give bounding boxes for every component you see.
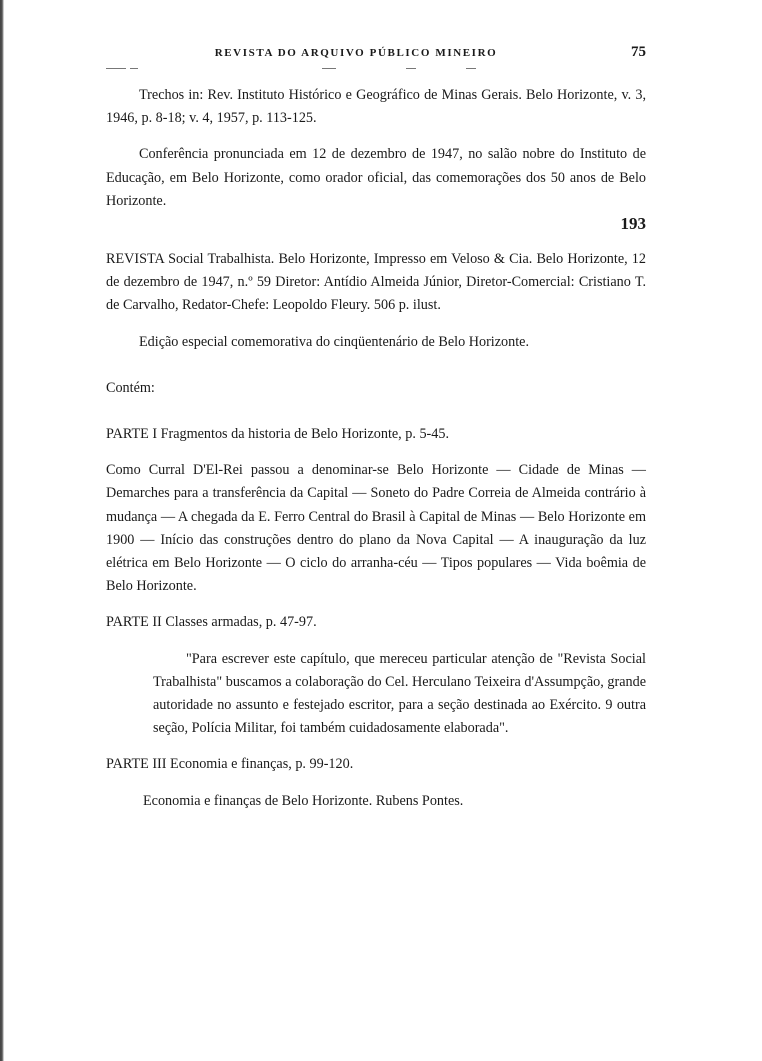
citation-note: Conferência pronunciada em 12 de dezembro de 1947, no salão nobre do Instituto de Educação, em Belo Horizonte, como orador oficial, das comemorações dos 50 anos de Belo Horizonte. bbox=[106, 146, 646, 209]
journal-title: REVISTA DO ARQUIVO PÚBLICO MINEIRO bbox=[214, 47, 498, 59]
part-3-title: PARTE III Economia e finanças, p. 99-120. bbox=[106, 756, 354, 773]
citation-source: Trechos in: Rev. Instituto Histórico e Geográfico de Minas Gerais. Belo Horizonte, v. 3, 1946, p. 8-18; v. 4, 1957, p. 113-125. bbox=[106, 87, 646, 127]
entry-number: 193 bbox=[620, 214, 646, 234]
entry-citation: REVISTA Social Trabalhista. Belo Horizonte, Impresso em Veloso & Cia. Belo Horizonte, 12 de dezembro de 1947, n.º 59 Diretor: Antídio Almeida Júnior, Diretor-Comercial: Cristiano T. de Carvalho, Redator-Chefe: Leopoldo Fleury. 506 p. ilust. bbox=[106, 251, 646, 314]
page-number: 75 bbox=[631, 44, 646, 60]
running-header bbox=[106, 44, 646, 66]
part-2-title: PARTE II Classes armadas, p. 47-97. bbox=[106, 614, 317, 631]
header-rule-fragments bbox=[106, 68, 651, 70]
page-binding-edge bbox=[0, 0, 4, 1061]
part-3-description: Economia e finanças de Belo Horizonte. Rubens Pontes. bbox=[143, 792, 464, 809]
part-1-description: Como Curral D'El-Rei passou a denominar-se Belo Horizonte — Cidade de Minas — Demarches para a transferência da Capital — Soneto do Padre Correia de Almeida contrário à mudança — A chegada da E. Ferro Central do Brasil à Capital de Minas — Belo Horizonte em 1900 — Início das construções dentro do plano da Nova Capital — A inauguração da luz elétrica em Belo Horizonte — O ciclo do arranha-céu — Tipos populares — Vida boêmia de Belo Horizonte. bbox=[106, 462, 646, 595]
contents-label: Contém: bbox=[106, 379, 155, 396]
entry-note: Edição especial comemorativa do cinqüentenário de Belo Horizonte. bbox=[139, 333, 530, 350]
page-body bbox=[106, 84, 646, 813]
part-2-quote: "Para escrever este capítulo, que mereceu particular atenção de "Revista Social Trabalhista" buscamos a colaboração do Cel. Herculano Teixeira d'Assumpção, grande autoridade no assunto e festejado escritor, para a seção destinada ao Exército. 9 outra seção, Polícia Militar, foi também cuidadosamente elaborada". bbox=[153, 650, 646, 737]
part-1-title: PARTE I Fragmentos da historia de Belo Horizonte, p. 5-45. bbox=[106, 426, 450, 443]
